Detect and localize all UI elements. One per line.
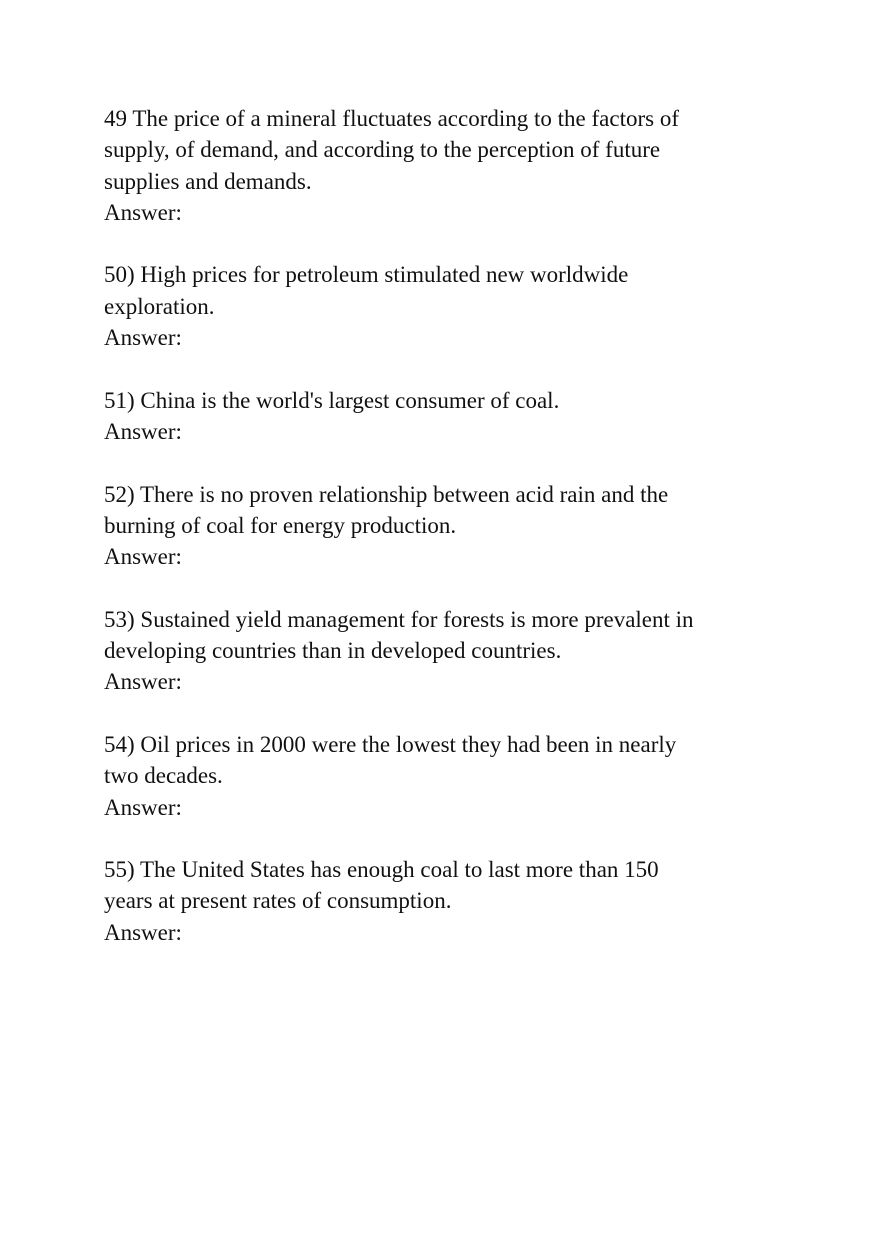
question-text-line: supply, of demand, and according to the perception of future: [104, 137, 661, 163]
question-53: [104, 604, 744, 698]
question-52: [104, 479, 744, 573]
question-54: [104, 729, 744, 823]
question-text-line: developing countries than in developed countries.: [104, 638, 562, 664]
question-49: [104, 103, 744, 228]
answer-label: Answer:: [104, 794, 182, 820]
question-text-line: burning of coal for energy production.: [104, 512, 457, 538]
question-text-line: 50) High prices for petroleum stimulated new worldwide: [104, 262, 629, 288]
question-50: [104, 259, 744, 353]
question-list: [104, 103, 744, 979]
question-text-line: two decades.: [104, 763, 223, 789]
answer-label: Answer:: [104, 418, 182, 444]
question-text-line: 54) Oil prices in 2000 were the lowest they had been in nearly: [104, 731, 677, 757]
question-55: [104, 854, 744, 948]
answer-label: Answer:: [104, 199, 182, 225]
question-text-line: 53) Sustained yield management for forests is more prevalent in: [104, 606, 694, 632]
question-51: [104, 385, 744, 448]
question-text-line: years at present rates of consumption.: [104, 888, 452, 914]
question-text-line: supplies and demands.: [104, 168, 312, 194]
question-text-line: 49 The price of a mineral fluctuates according to the factors of: [104, 106, 679, 131]
question-text-line: exploration.: [104, 293, 215, 319]
answer-label: Answer:: [104, 325, 182, 351]
question-text-line: 51) China is the world's largest consumer of coal.: [104, 387, 560, 413]
answer-label: Answer:: [104, 544, 182, 570]
question-text-line: 55) The United States has enough coal to last more than 150: [104, 857, 659, 883]
answer-label: Answer:: [104, 669, 182, 695]
question-text-line: 52) There is no proven relationship between acid rain and the: [104, 481, 669, 507]
answer-label: Answer:: [104, 919, 182, 945]
